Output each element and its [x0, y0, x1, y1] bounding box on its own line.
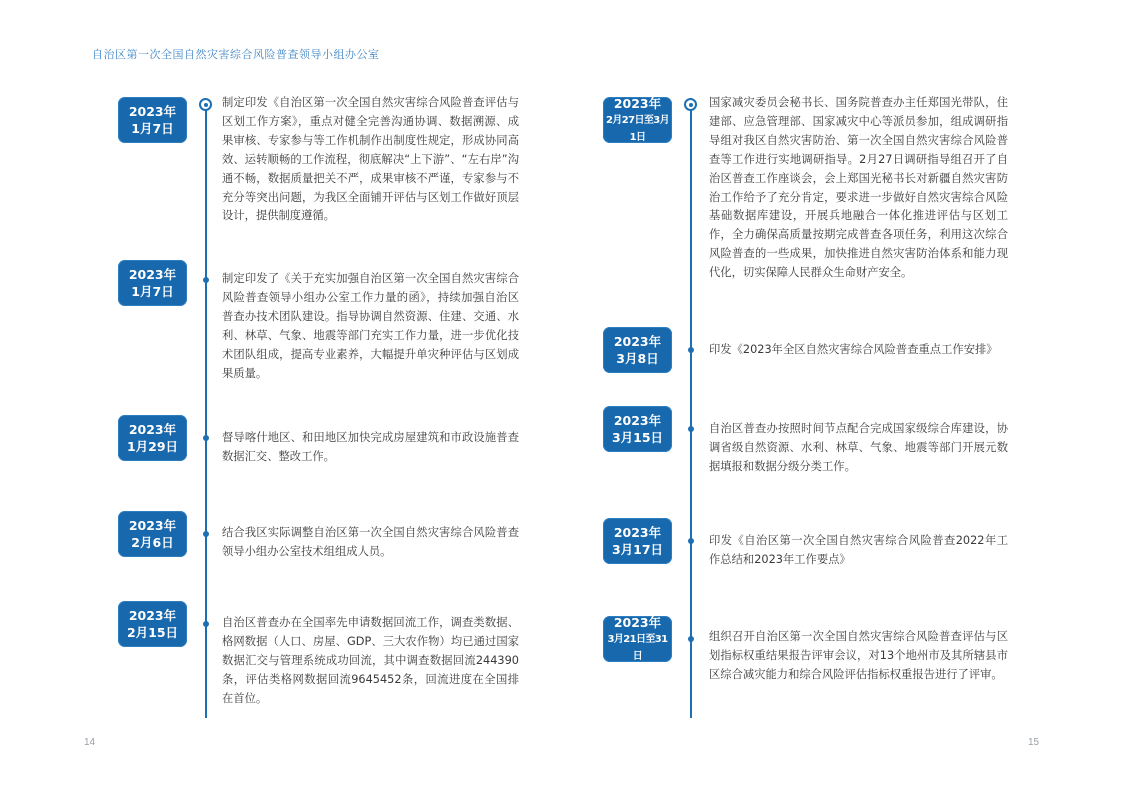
timeline-dot — [203, 435, 209, 441]
badge-year: 2023年 — [128, 608, 177, 623]
badge-year: 2023年 — [613, 334, 662, 349]
badge-year: 2023年 — [613, 614, 662, 630]
date-badge — [118, 260, 187, 306]
entry-text: 组织召开自治区第一次全国自然灾害综合风险普查评估与区划指标权重结果报告评审会议，对13个地州市及其所辖县市区综合减灾能力和综合风险评估指标权重报告进行了评审。 — [709, 630, 1008, 681]
right-timeline-line — [690, 104, 692, 718]
entry-text: 督导喀什地区、和田地区加快完成房屋建筑和市政设施普查数据汇交、整改工作。 — [222, 431, 519, 463]
badge-date: 1月7日 — [131, 121, 174, 136]
badge-date: 3月17日 — [611, 542, 664, 557]
entry-text: 制定印发了《关于充实加强自治区第一次全国自然灾害综合风险普查领导小组办公室工作力量的函》，持续加强自治区普查办技术团队建设。指导协调自然资源、住建、交通、水利、林草、气象、地震等部门充实工作力量，进一步优化技术团队组成，提高专业素养，大幅提升单灾种评估与区划成果质量。 — [222, 272, 519, 380]
date-badge — [603, 518, 672, 564]
entry-text: 自治区普查办按照时间节点配合完成国家级综合库建设，协调省级自然资源、水利、林草、气象、地震等部门开展元数据填报和数据分级分类工作。 — [709, 422, 1008, 473]
badge-year: 2023年 — [613, 525, 662, 540]
timeline-dot — [203, 531, 209, 537]
timeline-dot — [688, 426, 694, 432]
page-number-left: 14 — [84, 737, 96, 748]
badge-year: 2023年 — [128, 422, 177, 437]
timeline-dot — [688, 347, 694, 353]
badge-date: 2月15日 — [126, 625, 179, 640]
timeline-dot — [688, 538, 694, 544]
badge-date: 3月8日 — [616, 351, 659, 366]
badge-date: 1月7日 — [131, 284, 174, 299]
badge-year: 2023年 — [128, 104, 177, 119]
entry-text: 印发《自治区第一次全国自然灾害综合风险普查2022年工作总结和2023年工作要点》 — [709, 534, 1008, 566]
date-badge — [118, 97, 187, 143]
date-badge — [603, 406, 672, 452]
date-badge — [603, 327, 672, 373]
date-badge — [603, 616, 672, 662]
timeline-dot — [688, 636, 694, 642]
entry-text: 国家减灾委员会秘书长、国务院普查办主任郑国光带队，住建部、应急管理部、国家减灾中心等派员参加，组成调研指导组对我区自然灾害防治、第一次全国自然灾害综合风险普查等工作进行实地调研指导。2月27日调研指导组召开了自治区普查工作座谈会，会上郑国光秘书长对新疆自然灾害防治工作给予了充分肯定，要求进一步做好自然灾害综合风险基础数据库建设，开展兵地融合一体化推进评估与区划工作，全力确保高质量按期完成普查各项任务，利用这次综合风险普查的一些成果，加快推进自然灾害防治体系和能力现代化，切实保障人民群众生命财产安全。 — [709, 96, 1008, 280]
page-header-title: 自治区第一次全国自然灾害综合风险普查领导小组办公室 — [92, 48, 380, 61]
date-badge — [603, 97, 672, 143]
date-badge — [118, 415, 187, 461]
timeline-dot — [203, 277, 209, 283]
entry-text: 印发《2023年全区自然灾害综合风险普查重点工作安排》 — [709, 343, 998, 356]
date-badge — [118, 511, 187, 557]
timeline-dot — [203, 621, 209, 627]
entry-text: 自治区普查办在全国率先申请数据回流工作，调查类数据、格网数据（人口、房屋、GDP、三大农作物）均已通过国家数据汇交与管理系统成功回流，其中调查数据回流244390条，评估类格网数据回流9645452条，回流进度在全国排在首位。 — [222, 616, 519, 705]
timeline-dot — [199, 98, 212, 111]
badge-year: 2023年 — [128, 267, 177, 282]
entry-text: 结合我区实际调整自治区第一次全国自然灾害综合风险普查领导小组办公室技术组组成人员。 — [222, 526, 519, 558]
badge-date: 3月21日至31日 — [607, 633, 668, 662]
badge-date: 3月15日 — [611, 430, 664, 445]
badge-date: 2月27日至3月1日 — [605, 114, 670, 143]
badge-year: 2023年 — [613, 95, 662, 111]
date-badge — [118, 601, 187, 647]
badge-date: 2月6日 — [131, 535, 174, 550]
entry-text: 制定印发《自治区第一次全国自然灾害综合风险普查评估与区划工作方案》，重点对健全完善沟通协调、数据溯源、成果审核、专家参与等工作机制作出制度性规定，形成协同高效、运转顺畅的工作流程，彻底解决“上下游”、“左右岸”沟通不畅，数据质量把关不严，成果审核不严谨，专家参与不充分等突出问题，为我区全面铺开评估与区划工作做好顶层设计，提供制度遵循。 — [222, 96, 519, 223]
badge-year: 2023年 — [613, 413, 662, 428]
timeline-dot — [684, 98, 697, 111]
page-number-right: 15 — [1028, 737, 1040, 748]
badge-date: 1月29日 — [126, 439, 179, 454]
badge-year: 2023年 — [128, 518, 177, 533]
